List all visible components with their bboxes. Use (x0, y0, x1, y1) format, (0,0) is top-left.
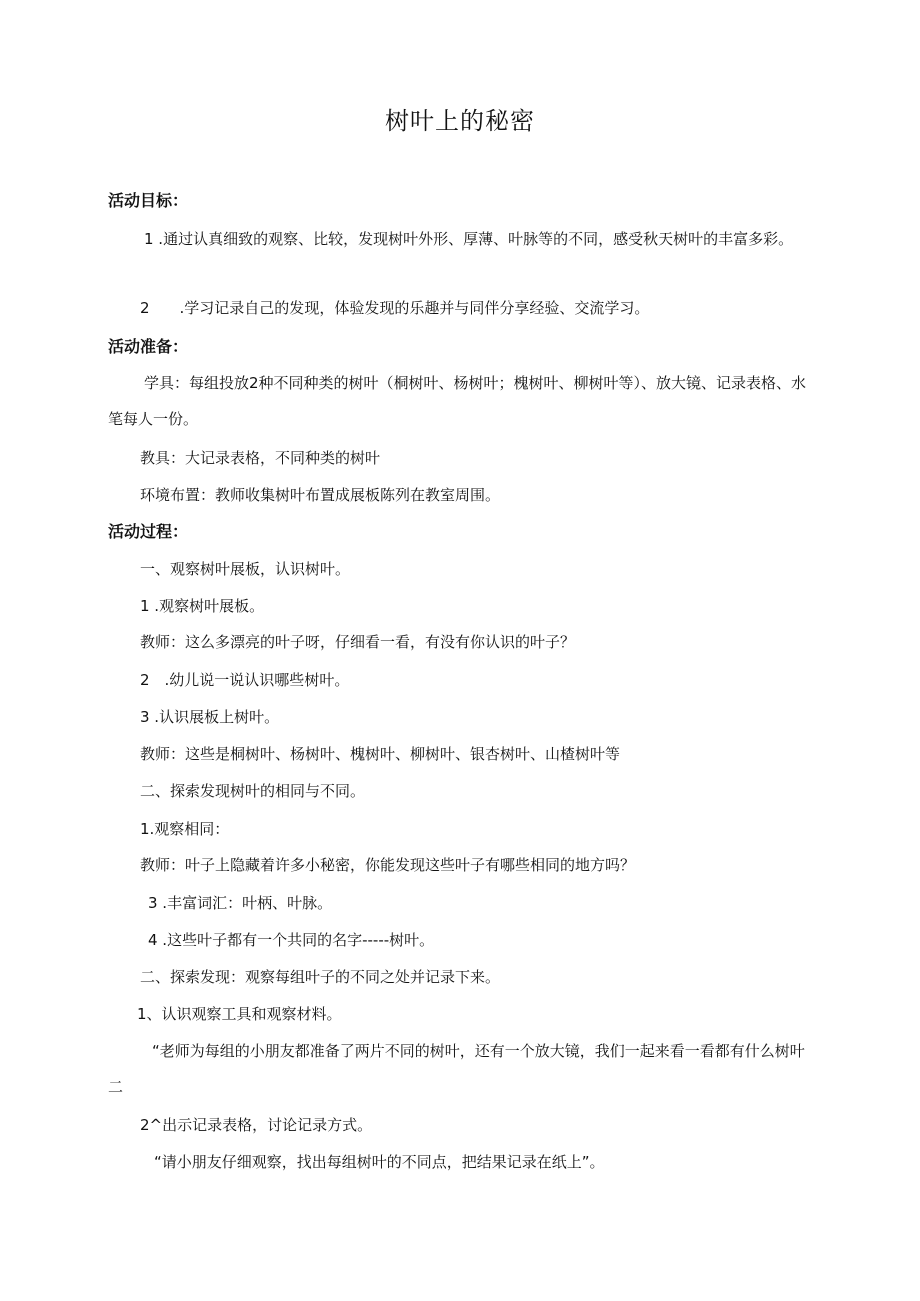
preparation-item-tools: 学具：每组投放2种不同种类的树叶（桐树叶、杨树叶；槐树叶、柳树叶等）、放大镜、记录表格、水笔每人一份。 (108, 374, 807, 428)
process-step: 3 .认识展板上树叶。 (140, 708, 280, 726)
document-title: 树叶上的秘密 (385, 107, 535, 135)
process-step: “老师为每组的小朋友都准备了两片不同的树叶，还有一个放大镜，我们一起来看一看都有什么树叶二 (108, 1042, 805, 1096)
process-step: 1.观察相同： (140, 820, 230, 838)
preparation-item-teacher: 教具：大记录表格，不同种类的树叶 (140, 449, 381, 467)
preparation-item-environment: 环境布置：教师收集树叶布置成展板陈列在教室周围。 (140, 486, 501, 504)
process-step: 4 .这些叶子都有一个共同的名字-----树叶。 (148, 931, 435, 949)
process-step: 教师：这些是桐树叶、杨树叶、槐树叶、柳树叶、银杏树叶、山楂树叶等 (140, 745, 621, 763)
section-heading-preparation: 活动准备： (108, 337, 189, 356)
process-step: “请小朋友仔细观察，找出每组树叶的不同点，把结果记录在纸上”。 (154, 1153, 605, 1171)
process-step: 教师：这么多漂亮的叶子呀，仔细看一看，有没有你认识的叶子？ (140, 633, 576, 651)
section-heading-goals: 活动目标： (108, 191, 189, 210)
process-step: 教师：叶子上隐藏着许多小秘密，你能发现这些叶子有哪些相同的地方吗？ (140, 856, 636, 874)
process-step: 1 .观察树叶展板。 (140, 597, 265, 615)
goal-item-1: 1 .通过认真细致的观察、比较，发现树叶外形、厚薄、叶脉等的不同，感受秋天树叶的丰富多彩。 (144, 230, 794, 248)
process-step: 一、观察树叶展板，认识树叶。 (140, 560, 351, 578)
goal-item-2: 2 .学习记录自己的发现，体验发现的乐趣并与同伴分享经验、交流学习。 (140, 299, 650, 317)
process-step: 1、认识观察工具和观察材料。 (137, 1005, 342, 1023)
process-step: 2^出示记录表格，讨论记录方式。 (140, 1116, 373, 1134)
process-step: 2 .幼儿说一说认识哪些树叶。 (140, 671, 350, 689)
section-heading-process: 活动过程： (108, 522, 189, 541)
process-step: 二、探索发现：观察每组叶子的不同之处并记录下来。 (140, 968, 501, 986)
process-step: 二、探索发现树叶的相同与不同。 (140, 782, 366, 800)
process-step: 3 .丰富词汇：叶柄、叶脉。 (148, 894, 333, 912)
